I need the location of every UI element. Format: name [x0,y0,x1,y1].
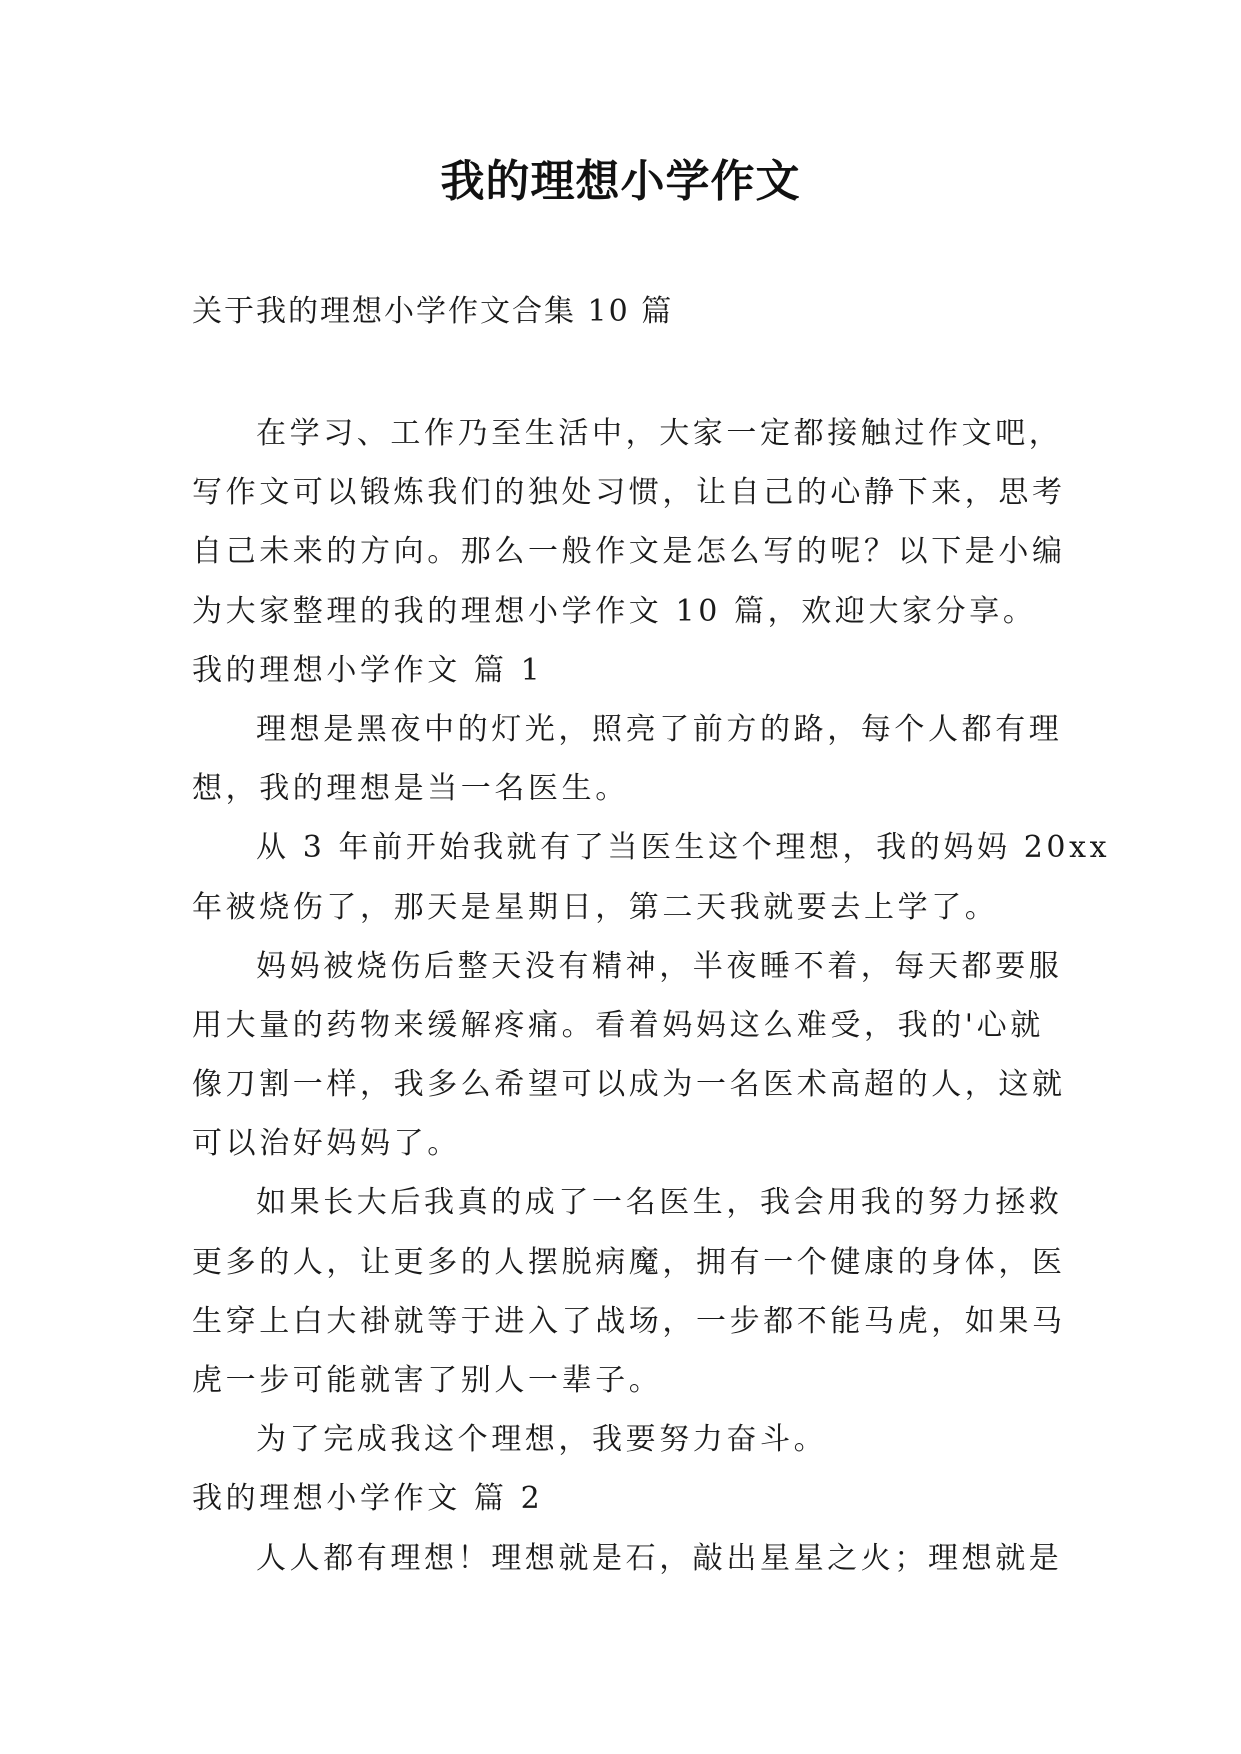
text-line: 年被烧伤了，那天是星期日，第二天我就要去上学了。 [192,889,999,925]
text-line: 用大量的药物来缓解疼痛。看着妈妈这么难受，我的'心就 [192,1007,1044,1043]
text-line: 理想是黑夜中的灯光，照亮了前方的路，每个人都有理 [256,711,1063,747]
text-line: 从 3 年前开始我就有了当医生这个理想，我的妈妈 20xx [256,830,1111,866]
text-line: 如果长大后我真的成了一名医生，我会用我的努力拯救 [256,1185,1063,1221]
text-line: 在学习、工作乃至生活中，大家一定都接触过作文吧， [256,416,1063,451]
text-line: 写作文可以锻炼我们的独处习惯，让自己的心静下来，思考 [192,475,1066,511]
document-body [192,404,1111,1588]
text-line: 虎一步可能就害了别人一辈子。 [192,1363,663,1398]
text-line: 可以治好妈妈了。 [192,1126,461,1162]
text-line: 为了完成我这个理想，我要努力奋斗。 [256,1422,828,1458]
text-line: 自己未来的方向。那么一般作文是怎么写的呢？以下是小编 [192,534,1066,570]
document-title: 我的理想小学作文 [440,156,801,207]
text-line: 更多的人，让更多的人摆脱病魔，拥有一个健康的身体，医 [192,1244,1066,1280]
text-line: 人人都有理想！理想就是石，敲出星星之火；理想就是 [256,1540,1063,1576]
text-line: 为大家整理的我的理想小学作文 10 篇，欢迎大家分享。 [192,593,1037,629]
document-subtitle: 关于我的理想小学作文合集 10 篇 [192,294,674,329]
text-line: 像刀割一样，我多么希望可以成为一名医术高超的人，这就 [192,1067,1066,1103]
text-line: 想，我的理想是当一名医生。 [192,771,629,807]
text-line: 我的理想小学作文 篇 2 [192,1481,544,1517]
text-line: 妈妈被烧伤后整天没有精神，半夜睡不着，每天都要服 [256,948,1063,984]
text-line: 生穿上白大褂就等于进入了战场，一步都不能马虎，如果马 [192,1303,1066,1339]
text-line: 我的理想小学作文 篇 1 [192,652,544,688]
